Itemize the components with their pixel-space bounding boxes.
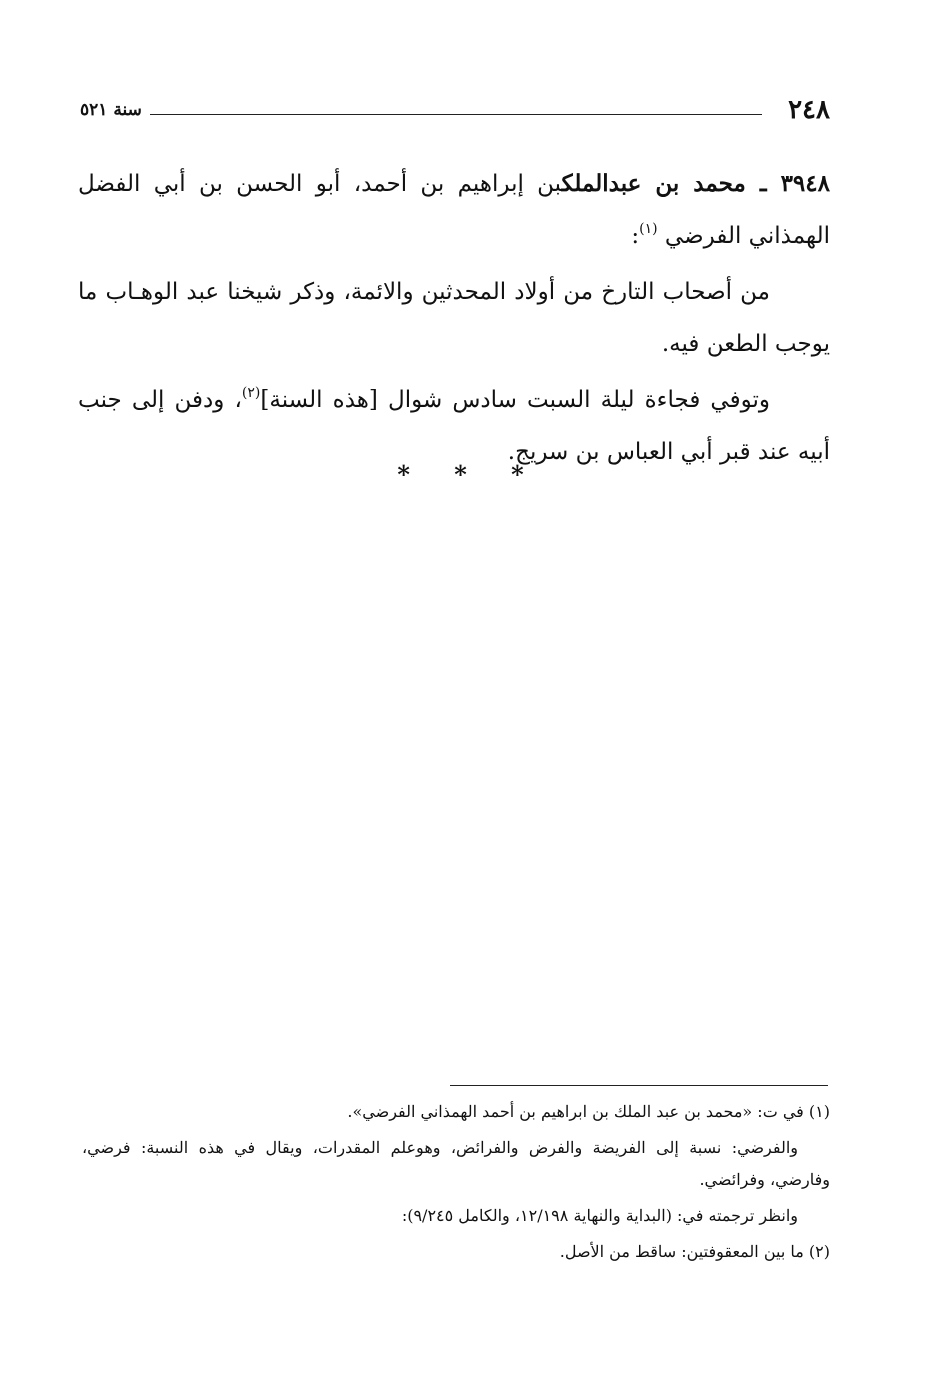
section-separator-stars: * * * — [397, 460, 542, 489]
footnote-ref-2: (٢) — [241, 385, 261, 401]
footnote-1: (١) في ت: «محمد بن عبد الملك بن ابراهيم بن أحمد الهمذاني الفرضي». — [347, 1102, 830, 1121]
header-rule — [150, 114, 762, 115]
entry-heading — [78, 158, 830, 262]
page-number: ٢٤٨ — [788, 95, 830, 125]
paragraph-2-part-a: وتوفي فجاءة ليلة السبت سادس شوال [هذه السنة] — [260, 387, 770, 413]
footnote-1-reference: وانظر ترجمته في: (البداية والنهاية ١٢/١٩٨، والكامل ٩/٢٤٥): — [401, 1206, 798, 1225]
main-text — [78, 158, 830, 482]
entry-separator: ـ — [745, 170, 781, 197]
page-header — [80, 92, 830, 128]
footnote-rule — [450, 1085, 828, 1086]
entry-name-bold: محمد بن عبدالملك — [561, 170, 746, 197]
entry-name-rest: بن إبراهيم بن أحمد، أبو الحسن بن أبي الفضل الهمذاني الفرضي — [78, 171, 830, 249]
paragraph-1: من أصحاب التارخ من أولاد المحدثين والائمة، وذكر شيخنا عبد الوهـاب ما يوجب الطعن فيه. — [78, 279, 830, 357]
footnote-2: (٢) ما بين المعقوفتين: ساقط من الأصل. — [559, 1242, 830, 1261]
footnote-1-explanation: والفرضي: نسبة إلى الفريضة والفرض والفرائض، وهوعلم المقدرات، ويقال في هذه النسبة: فرضي، وفارضي، وفرائضي. — [82, 1138, 830, 1189]
entry-number: ٣٩٤٨ — [780, 170, 830, 197]
footnotes — [82, 1096, 830, 1272]
paragraph-2-part-b: ، ودفن إلى جنب أبيه عند قبر أبي العباس بن سريج. — [78, 387, 830, 465]
footnote-ref-1: (١) — [639, 221, 658, 237]
entry-colon: : — [631, 223, 640, 249]
running-head-year: سنة ٥٢١ — [80, 100, 142, 120]
